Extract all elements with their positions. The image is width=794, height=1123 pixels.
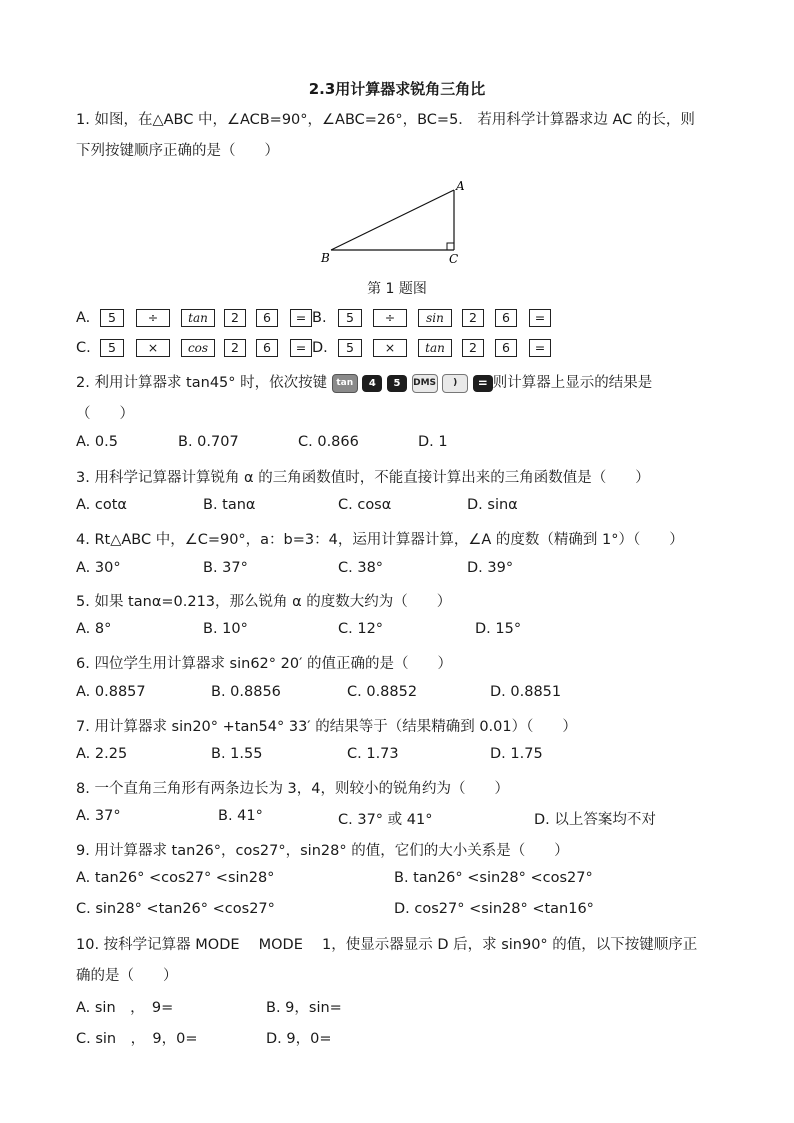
key-sin: sin — [418, 309, 452, 327]
key-multiply: × — [373, 339, 407, 357]
q1-text-line2: 下列按键顺序正确的是（ ） — [76, 143, 279, 159]
q4-option-b: B. 37° — [203, 560, 248, 576]
vertex-label-a: A — [456, 179, 465, 193]
q1-option-b-label: B. — [312, 310, 327, 326]
calc-key-tan: tan — [332, 374, 358, 393]
page-title: 2.3用计算器求锐角三角比 — [308, 80, 486, 98]
q3-option-a: A. cotα — [76, 497, 127, 513]
q6-option-a: A. 0.8857 — [76, 684, 146, 700]
q3-option-b: B. tanα — [203, 497, 256, 513]
key-6: 6 — [495, 309, 517, 327]
key-equals: = — [529, 309, 551, 327]
q4-option-a: A. 30° — [76, 560, 121, 576]
key-tan: tan — [181, 309, 215, 327]
triangle-figure — [318, 176, 478, 272]
q5-option-c: C. 12° — [338, 621, 384, 637]
key-equals: = — [290, 339, 312, 357]
calc-key-5: 5 — [387, 375, 407, 392]
q9-option-d: D. cos27° <sin28° <tan16° — [394, 901, 594, 917]
key-6: 6 — [495, 339, 517, 357]
key-6: 6 — [256, 309, 278, 327]
q8-text: 8. 一个直角三角形有两条边长为 3，4，则较小的锐角约为（ ） — [76, 781, 510, 797]
q7-option-c: C. 1.73 — [347, 746, 399, 762]
q2-option-a: A. 0.5 — [76, 434, 118, 450]
key-divide: ÷ — [373, 309, 407, 327]
q6-option-c: C. 0.8852 — [347, 684, 418, 700]
key-2: 2 — [462, 339, 484, 357]
side-ab — [331, 190, 454, 250]
key-tan: tan — [418, 339, 452, 357]
q2-option-b: B. 0.707 — [178, 434, 239, 450]
q3-text: 3. 用科学记算器计算锐角 α 的三角函数值时，不能直接计算出来的三角函数值是（ ） — [76, 470, 650, 486]
q7-option-a: A. 2.25 — [76, 746, 128, 762]
q7-option-b: B. 1.55 — [211, 746, 263, 762]
key-equals: = — [290, 309, 312, 327]
q1-text-line1: 1. 如图，在△ABC 中，∠ACB=90°，∠ABC=26°，BC=5． 若用科学计算器求边 AC 的长，则 — [76, 112, 695, 128]
q8-option-d: D. 以上答案均不对 — [534, 812, 656, 828]
calc-key-4: 4 — [362, 375, 382, 392]
key-divide: ÷ — [136, 309, 170, 327]
q10-option-d: D. 9，0= — [266, 1031, 332, 1047]
q5-option-b: B. 10° — [203, 621, 248, 637]
key-5: 5 — [338, 309, 362, 327]
calc-key-dms: DMS — [412, 374, 438, 393]
key-cos: cos — [181, 339, 215, 357]
q2-option-d: D. 1 — [418, 434, 448, 450]
q5-text: 5. 如果 tanα=0.213，那么锐角 α 的度数大约为（ ） — [76, 594, 452, 610]
key-equals: = — [529, 339, 551, 357]
q2-suffix: 则计算器上显示的结果是 — [492, 375, 653, 391]
q1-option-c-label: C. — [76, 340, 91, 356]
q6-option-d: D. 0.8851 — [490, 684, 562, 700]
q2-text-line2: （ ） — [76, 406, 134, 422]
q4-text: 4. Rt△ABC 中，∠C=90°，a：b=3：4，运用计算器计算，∠A 的度数（精确到 1°）（ ） — [76, 532, 684, 548]
q4-option-d: D. 39° — [467, 560, 514, 576]
triangle-diagram — [318, 176, 478, 268]
q7-option-d: D. 1.75 — [490, 746, 543, 762]
q9-option-a: A. tan26° <cos27° <sin28° — [76, 870, 275, 886]
q6-text: 6. 四位学生用计算器求 sin62° 20′ 的值正确的是（ ） — [76, 656, 452, 672]
q9-text: 9. 用计算器求 tan26°，cos27°，sin28° 的值，它们的大小关系是（ ） — [76, 843, 569, 859]
q5-option-d: D. 15° — [475, 621, 522, 637]
figure-caption: 第 1 题图 — [367, 281, 427, 297]
key-2: 2 — [224, 309, 246, 327]
q1-option-d-label: D. — [312, 340, 328, 356]
vertex-label-b: B — [321, 251, 330, 265]
q9-option-b: B. tan26° <sin28° <cos27° — [394, 870, 593, 886]
q6-option-b: B. 0.8856 — [211, 684, 281, 700]
q1-option-a-label: A. — [76, 310, 91, 326]
key-5: 5 — [100, 309, 124, 327]
q10-text-line2: 确的是（ ） — [76, 968, 178, 984]
q2-prefix: 2. 利用计算器求 tan45° 时，依次按键 — [76, 375, 328, 391]
calc-key-equals: = — [473, 375, 493, 392]
q3-option-d: D. sinα — [467, 497, 518, 513]
vertex-label-c: C — [449, 252, 459, 266]
q3-option-c: C. cosα — [338, 497, 392, 513]
q2-option-c: C. 0.866 — [298, 434, 359, 450]
calc-key-close-paren: ) — [442, 374, 468, 393]
q8-option-a: A. 37° — [76, 808, 121, 824]
q10-text-line1: 10. 按科学记算器 MODE MODE 1，使显示器显示 D 后，求 sin90° 的值，以下按键顺序正 — [76, 937, 698, 953]
q10-option-c: C. sin ， 9，0= — [76, 1031, 198, 1047]
q8-option-b: B. 41° — [218, 808, 263, 824]
q10-option-a: A. sin ， 9= — [76, 1000, 174, 1016]
key-2: 2 — [224, 339, 246, 357]
q2-text-line1 — [76, 371, 652, 393]
key-2: 2 — [462, 309, 484, 327]
key-5: 5 — [338, 339, 362, 357]
key-6: 6 — [256, 339, 278, 357]
right-angle-mark — [447, 243, 454, 250]
key-5: 5 — [100, 339, 124, 357]
q8-option-c: C. 37° 或 41° — [338, 812, 433, 828]
q4-option-c: C. 38° — [338, 560, 384, 576]
q7-text: 7. 用计算器求 sin20° +tan54° 33′ 的结果等于（结果精确到 0.01）（ ） — [76, 719, 577, 735]
q9-option-c: C. sin28° <tan26° <cos27° — [76, 901, 275, 917]
q10-option-b: B. 9，sin= — [266, 1000, 342, 1016]
q5-option-a: A. 8° — [76, 621, 112, 637]
key-multiply: × — [136, 339, 170, 357]
